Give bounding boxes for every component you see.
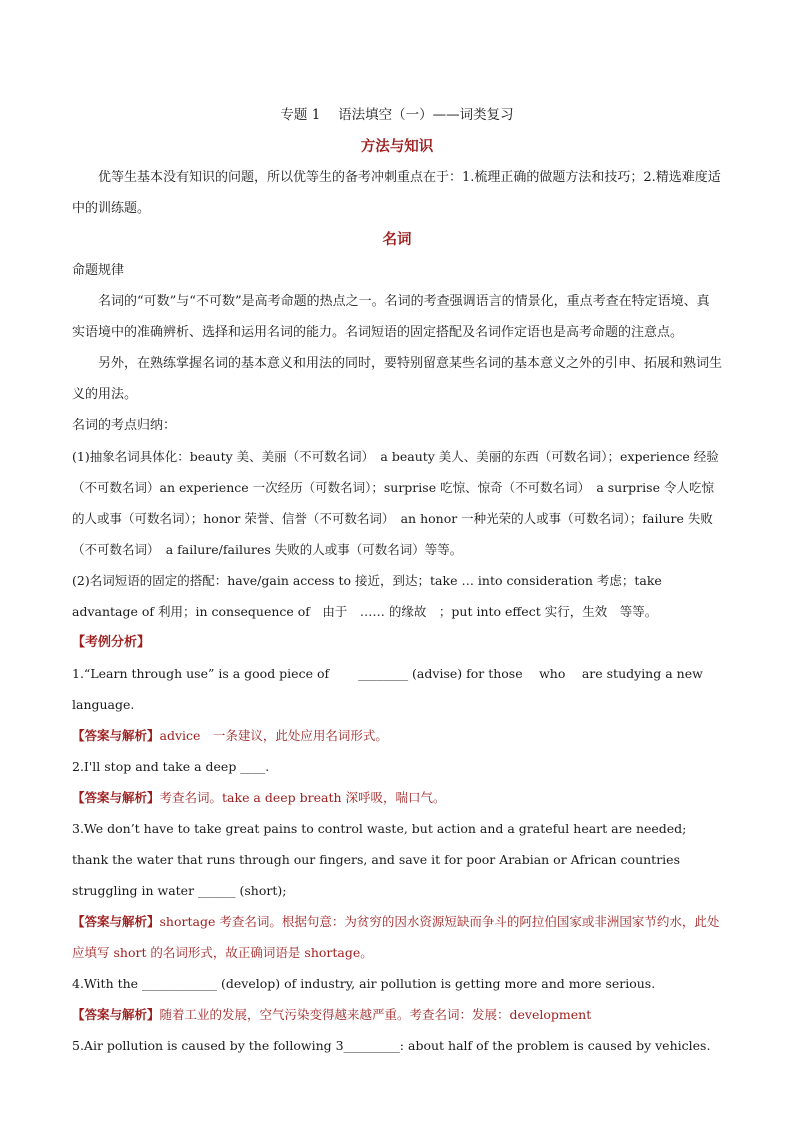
rule-label: 命题规律 bbox=[72, 263, 125, 278]
question-5: 5.Air pollution is caused by the following 3_________: about half of the problem is caused by vehicles. bbox=[72, 1038, 711, 1053]
answer-label: 【答案与解析】 bbox=[72, 790, 160, 805]
answer-2 bbox=[72, 782, 722, 813]
question-4: 4.With the ____________ (develop) of industry, air pollution is getting more and more serious. bbox=[72, 976, 656, 991]
question-1: 1.“Learn through use” is a good piece of ________ (advise) for those who are studying a new language. bbox=[72, 666, 703, 712]
rule-paragraph-2: 另外，在熟练掌握名词的基本意义和用法的同时，要特别留意某些名词的基本意义之外的引申、拓展和熟词生义的用法。 bbox=[72, 356, 723, 402]
noun-heading: 名词 bbox=[382, 231, 412, 248]
document-title: 专题 1 语法填空（一）——词类复习 bbox=[280, 107, 514, 123]
answer-1 bbox=[72, 720, 722, 751]
point-1: (1)抽象名词具体化：beauty 美、美丽（不可数名词） a beauty 美人、美丽的东西（可数名词）；experience 经验（不可数名词）an experience 一次经历（可数名词）；surprise 吃惊、惊奇（不可数名词） a surprise 令人吃惊的人或事（可数名词）；honor 荣誉、信誉（不可数名词） an honor 一种光荣的人或事（可数名词）；failure 失败（不可数名词） a failure/failures 失败的人或事（可数名词）等等。 bbox=[72, 449, 719, 557]
rule-paragraph-1: 名词的“可数”与“不可数”是高考命题的热点之一。名词的考查强调语言的情景化，重点考查在特定语境、真实语境中的准确辨析、选择和运用名词的能力。名词短语的固定搭配及名词作定语也是高考命题的注意点。 bbox=[72, 294, 710, 340]
point-2: (2)名词短语的固定的搭配：have/gain access to 接近，到达；take … into consideration 考虑；take advantage of 利用；in consequence of 由于 …… 的缘故 ；put into effect 实行，生效 等等。 bbox=[72, 573, 662, 619]
summary-label: 名词的考点归纳： bbox=[72, 418, 177, 433]
answer-3 bbox=[72, 906, 722, 968]
answer-label: 【答案与解析】 bbox=[72, 1007, 160, 1022]
question-3: 3.We don’t have to take great pains to control waste, but action and a grateful heart are needed; thank the water that runs through our fingers, and save it for poor Arabian or African countries struggling in water ______ (short); bbox=[72, 821, 687, 898]
answer-text: advice 一条建议，此处应用名词形式。 bbox=[159, 728, 388, 743]
question-2: 2.I'll stop and take a deep ____. bbox=[72, 759, 270, 774]
answer-4 bbox=[72, 999, 722, 1030]
intro-paragraph: 优等生基本没有知识的问题，所以优等生的备考冲刺重点在于：1.梳理正确的做题方法和技巧；2.精选难度适中的训练题。 bbox=[72, 170, 721, 216]
method-heading: 方法与知识 bbox=[360, 138, 434, 155]
answer-label: 【答案与解析】 bbox=[72, 914, 160, 929]
document-body bbox=[72, 100, 722, 1061]
answer-text: shortage 考查名词。根据句意：为贫穷的因水资源短缺而争斗的阿拉伯国家或非洲国家节约水，此处应填写 short 的名词形式，故正确词语是 shortage。 bbox=[72, 914, 720, 960]
answer-text: 考查名词。take a deep breath 深呼吸，喘口气。 bbox=[159, 790, 446, 805]
answer-label: 【答案与解析】 bbox=[72, 728, 160, 743]
analysis-label: 【考例分析】 bbox=[72, 635, 151, 650]
answer-text: 随着工业的发展，空气污染变得越来越严重。考查名词：发展：development bbox=[159, 1007, 592, 1022]
